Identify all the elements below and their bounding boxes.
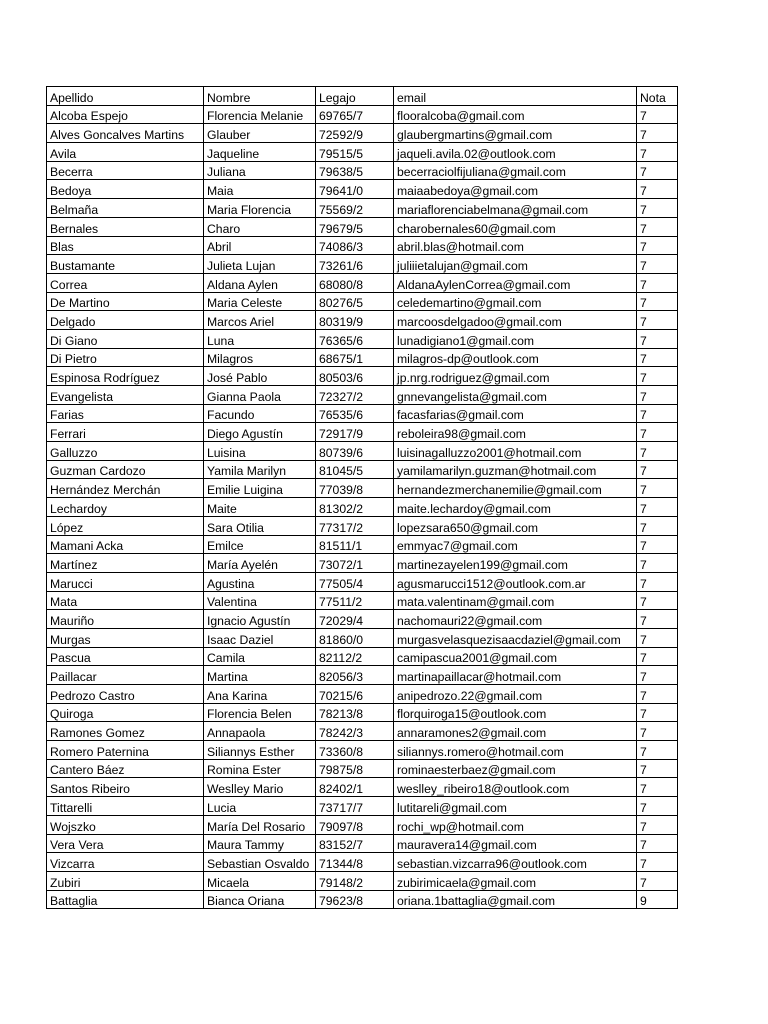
cell-legajo: 72327/2 (316, 386, 394, 405)
cell-nota: 7 (637, 348, 678, 367)
cell-nombre: Micaela (204, 871, 316, 890)
cell-nota: 7 (637, 628, 678, 647)
cell-legajo: 82402/1 (316, 778, 394, 797)
cell-legajo: 69765/7 (316, 105, 394, 124)
cell-apellido: Marucci (47, 572, 204, 591)
cell-legajo: 79148/2 (316, 871, 394, 890)
cell-legajo: 81302/2 (316, 498, 394, 517)
cell-legajo: 83152/7 (316, 834, 394, 853)
cell-legajo: 72592/9 (316, 124, 394, 143)
cell-email: weslley_ribeiro18@outlook.com (394, 778, 637, 797)
cell-apellido: Correa (47, 273, 204, 292)
table-row (47, 180, 678, 199)
cell-nombre: Annapaola (204, 722, 316, 741)
table-row (47, 143, 678, 162)
cell-legajo: 79623/8 (316, 890, 394, 909)
cell-apellido: Galluzzo (47, 442, 204, 461)
cell-email: martinapaillacar@hotmail.com (394, 666, 637, 685)
cell-legajo: 77317/2 (316, 516, 394, 535)
cell-apellido: Bedoya (47, 180, 204, 199)
table-row (47, 666, 678, 685)
cell-nota: 7 (637, 535, 678, 554)
cell-apellido: Avila (47, 143, 204, 162)
cell-legajo: 79097/8 (316, 815, 394, 834)
cell-nombre: Jaqueline (204, 143, 316, 162)
cell-apellido: Mamani Acka (47, 535, 204, 554)
header-nota: Nota (637, 87, 678, 106)
table-row (47, 815, 678, 834)
cell-nota: 7 (637, 498, 678, 517)
cell-apellido: Wojszko (47, 815, 204, 834)
cell-email: juliiietalujan@gmail.com (394, 255, 637, 274)
cell-legajo: 73717/7 (316, 797, 394, 816)
table-row (47, 292, 678, 311)
cell-nota: 7 (637, 255, 678, 274)
cell-legajo: 72917/9 (316, 423, 394, 442)
table-row (47, 498, 678, 517)
cell-apellido: Tittarelli (47, 797, 204, 816)
cell-nombre: Gianna Paola (204, 386, 316, 405)
cell-nombre: Maria Celeste (204, 292, 316, 311)
cell-nombre: Emilie Luigina (204, 479, 316, 498)
cell-email: celedemartino@gmail.com (394, 292, 637, 311)
table-row (47, 516, 678, 535)
cell-apellido: Santos Ribeiro (47, 778, 204, 797)
cell-apellido: Bustamante (47, 255, 204, 274)
cell-email: oriana.1battaglia@gmail.com (394, 890, 637, 909)
cell-nombre: Valentina (204, 591, 316, 610)
cell-nombre: Emilce (204, 535, 316, 554)
cell-legajo: 79638/5 (316, 161, 394, 180)
cell-legajo: 73261/6 (316, 255, 394, 274)
cell-apellido: Ferrari (47, 423, 204, 442)
cell-email: hernandezmerchanemilie@gmail.com (394, 479, 637, 498)
cell-nombre: Luisina (204, 442, 316, 461)
cell-legajo: 81860/0 (316, 628, 394, 647)
cell-email: mariaflorenciabelmana@gmail.com (394, 199, 637, 218)
header-row (47, 87, 678, 106)
table-row (47, 572, 678, 591)
cell-legajo: 78213/8 (316, 703, 394, 722)
cell-nombre: Isaac Daziel (204, 628, 316, 647)
cell-apellido: Ramones Gomez (47, 722, 204, 741)
cell-apellido: Cantero Báez (47, 759, 204, 778)
cell-legajo: 80503/6 (316, 367, 394, 386)
cell-legajo: 77511/2 (316, 591, 394, 610)
cell-apellido: Battaglia (47, 890, 204, 909)
header-legajo: Legajo (316, 87, 394, 106)
table-row (47, 404, 678, 423)
table-row (47, 161, 678, 180)
cell-apellido: Pedrozo Castro (47, 685, 204, 704)
cell-nota: 7 (637, 572, 678, 591)
cell-nombre: Florencia Melanie (204, 105, 316, 124)
table-row (47, 442, 678, 461)
table-row (47, 628, 678, 647)
table-row (47, 610, 678, 629)
cell-apellido: Vizcarra (47, 853, 204, 872)
cell-legajo: 77505/4 (316, 572, 394, 591)
cell-nota: 7 (637, 180, 678, 199)
cell-apellido: Romero Paternina (47, 741, 204, 760)
cell-apellido: Guzman Cardozo (47, 460, 204, 479)
cell-email: florquiroga15@outlook.com (394, 703, 637, 722)
cell-email: reboleira98@gmail.com (394, 423, 637, 442)
table-row (47, 591, 678, 610)
table-row (47, 871, 678, 890)
cell-legajo: 82056/3 (316, 666, 394, 685)
cell-email: glaubergmartins@gmail.com (394, 124, 637, 143)
cell-apellido: Belmaña (47, 199, 204, 218)
table-row (47, 685, 678, 704)
table-row (47, 853, 678, 872)
table-row (47, 759, 678, 778)
cell-email: marcoosdelgadoo@gmail.com (394, 311, 637, 330)
cell-email: jaqueli.avila.02@outlook.com (394, 143, 637, 162)
cell-nombre: Diego Agustín (204, 423, 316, 442)
cell-nombre: Marcos Ariel (204, 311, 316, 330)
table-row (47, 890, 678, 909)
cell-nombre: Ana Karina (204, 685, 316, 704)
cell-apellido: Zubiri (47, 871, 204, 890)
cell-legajo: 71344/8 (316, 853, 394, 872)
cell-apellido: Farias (47, 404, 204, 423)
cell-email: agusmarucci1512@outlook.com.ar (394, 572, 637, 591)
cell-nota: 7 (637, 404, 678, 423)
cell-nota: 7 (637, 778, 678, 797)
cell-nota: 7 (637, 124, 678, 143)
table-row (47, 423, 678, 442)
cell-nombre: Maura Tammy (204, 834, 316, 853)
cell-nota: 7 (637, 703, 678, 722)
table-body (47, 105, 678, 909)
cell-email: emmyac7@gmail.com (394, 535, 637, 554)
cell-apellido: Hernández Merchán (47, 479, 204, 498)
table-row (47, 703, 678, 722)
cell-nota: 7 (637, 367, 678, 386)
cell-email: maiaabedoya@gmail.com (394, 180, 637, 199)
cell-nombre: Facundo (204, 404, 316, 423)
cell-legajo: 68675/1 (316, 348, 394, 367)
cell-nombre: Juliana (204, 161, 316, 180)
table-row (47, 554, 678, 573)
table-row (47, 460, 678, 479)
cell-apellido: Murgas (47, 628, 204, 647)
header-apellido: Apellido (47, 87, 204, 106)
cell-email: mata.valentinam@gmail.com (394, 591, 637, 610)
cell-apellido: Evangelista (47, 386, 204, 405)
table-row (47, 722, 678, 741)
cell-legajo: 81045/5 (316, 460, 394, 479)
cell-apellido: Lechardoy (47, 498, 204, 517)
cell-email: murgasvelasquezisaacdaziel@gmail.com (394, 628, 637, 647)
cell-email: luisinagalluzzo2001@hotmail.com (394, 442, 637, 461)
cell-nota: 7 (637, 273, 678, 292)
cell-apellido: De Martino (47, 292, 204, 311)
cell-nota: 7 (637, 199, 678, 218)
cell-nota: 7 (637, 685, 678, 704)
cell-legajo: 79641/0 (316, 180, 394, 199)
cell-email: martinezayelen199@gmail.com (394, 554, 637, 573)
cell-nota: 7 (637, 423, 678, 442)
header-nombre: Nombre (204, 87, 316, 106)
cell-apellido: Quiroga (47, 703, 204, 722)
cell-nota: 7 (637, 610, 678, 629)
cell-email: lunadigiano1@gmail.com (394, 329, 637, 348)
cell-nota: 7 (637, 759, 678, 778)
cell-legajo: 79875/8 (316, 759, 394, 778)
table-row (47, 273, 678, 292)
cell-nombre: Abril (204, 236, 316, 255)
table-row (47, 348, 678, 367)
cell-legajo: 72029/4 (316, 610, 394, 629)
cell-legajo: 73072/1 (316, 554, 394, 573)
cell-nombre: Glauber (204, 124, 316, 143)
table-row (47, 535, 678, 554)
cell-nombre: Bianca Oriana (204, 890, 316, 909)
table-row (47, 741, 678, 760)
cell-nota: 7 (637, 460, 678, 479)
cell-nota: 9 (637, 890, 678, 909)
cell-nota: 7 (637, 386, 678, 405)
cell-nombre: Maite (204, 498, 316, 517)
cell-nombre: María Ayelén (204, 554, 316, 573)
cell-nota: 7 (637, 741, 678, 760)
cell-email: yamilamarilyn.guzman@hotmail.com (394, 460, 637, 479)
cell-apellido: Paillacar (47, 666, 204, 685)
cell-nombre: Camila (204, 647, 316, 666)
cell-legajo: 68080/8 (316, 273, 394, 292)
table-row (47, 217, 678, 236)
cell-email: siliannys.romero@hotmail.com (394, 741, 637, 760)
cell-nombre: Julieta Lujan (204, 255, 316, 274)
cell-email: camipascua2001@gmail.com (394, 647, 637, 666)
cell-nota: 7 (637, 479, 678, 498)
table-row (47, 236, 678, 255)
table-row (47, 797, 678, 816)
cell-apellido: Bernales (47, 217, 204, 236)
cell-nota: 7 (637, 217, 678, 236)
cell-nota: 7 (637, 834, 678, 853)
cell-legajo: 77039/8 (316, 479, 394, 498)
cell-nombre: Sara Otilia (204, 516, 316, 535)
table-row (47, 778, 678, 797)
header-email: email (394, 87, 637, 106)
cell-apellido: Espinosa Rodríguez (47, 367, 204, 386)
table-row (47, 367, 678, 386)
student-grades-sheet (46, 86, 678, 909)
cell-email: maite.lechardoy@gmail.com (394, 498, 637, 517)
table-row (47, 199, 678, 218)
cell-nombre: Romina Ester (204, 759, 316, 778)
cell-legajo: 78242/3 (316, 722, 394, 741)
cell-nota: 7 (637, 442, 678, 461)
cell-nota: 7 (637, 853, 678, 872)
cell-apellido: Di Giano (47, 329, 204, 348)
cell-apellido: Becerra (47, 161, 204, 180)
cell-nombre: Weslley Mario (204, 778, 316, 797)
cell-apellido: Alves Goncalves Martins (47, 124, 204, 143)
cell-legajo: 80276/5 (316, 292, 394, 311)
cell-email: lutitareli@gmail.com (394, 797, 637, 816)
cell-nombre: Sebastian Osvaldo (204, 853, 316, 872)
cell-legajo: 74086/3 (316, 236, 394, 255)
cell-nombre: Charo (204, 217, 316, 236)
cell-legajo: 79679/5 (316, 217, 394, 236)
cell-nombre: Maia (204, 180, 316, 199)
cell-legajo: 76365/6 (316, 329, 394, 348)
cell-legajo: 75569/2 (316, 199, 394, 218)
cell-nombre: Ignacio Agustín (204, 610, 316, 629)
cell-nota: 7 (637, 591, 678, 610)
cell-nota: 7 (637, 647, 678, 666)
cell-nombre: Yamila Marilyn (204, 460, 316, 479)
cell-legajo: 81511/1 (316, 535, 394, 554)
cell-nombre: Siliannys Esther (204, 741, 316, 760)
cell-nota: 7 (637, 554, 678, 573)
table-row (47, 386, 678, 405)
cell-email: flooralcoba@gmail.com (394, 105, 637, 124)
cell-email: mauravera14@gmail.com (394, 834, 637, 853)
cell-apellido: Alcoba Espejo (47, 105, 204, 124)
cell-email: abril.blas@hotmail.com (394, 236, 637, 255)
cell-nota: 7 (637, 516, 678, 535)
cell-nota: 7 (637, 143, 678, 162)
grades-table (46, 86, 678, 909)
cell-email: AldanaAylenCorrea@gmail.com (394, 273, 637, 292)
cell-nombre: Maria Florencia (204, 199, 316, 218)
cell-apellido: Martínez (47, 554, 204, 573)
cell-nombre: Luna (204, 329, 316, 348)
cell-nota: 7 (637, 311, 678, 330)
cell-email: anipedrozo.22@gmail.com (394, 685, 637, 704)
cell-email: milagros-dp@outlook.com (394, 348, 637, 367)
cell-nombre: Florencia Belen (204, 703, 316, 722)
cell-nombre: Martina (204, 666, 316, 685)
table-row (47, 479, 678, 498)
cell-nombre: Aldana Aylen (204, 273, 316, 292)
cell-apellido: Pascua (47, 647, 204, 666)
cell-legajo: 73360/8 (316, 741, 394, 760)
cell-email: becerraciolfijuliana@gmail.com (394, 161, 637, 180)
cell-email: charobernales60@gmail.com (394, 217, 637, 236)
cell-nota: 7 (637, 105, 678, 124)
cell-nota: 7 (637, 161, 678, 180)
table-row (47, 311, 678, 330)
cell-legajo: 76535/6 (316, 404, 394, 423)
cell-nombre: José Pablo (204, 367, 316, 386)
cell-legajo: 70215/6 (316, 685, 394, 704)
cell-legajo: 80739/6 (316, 442, 394, 461)
cell-nota: 7 (637, 666, 678, 685)
cell-apellido: Vera Vera (47, 834, 204, 853)
table-row (47, 105, 678, 124)
cell-email: zubirimicaela@gmail.com (394, 871, 637, 890)
table-row (47, 834, 678, 853)
cell-nombre: Lucia (204, 797, 316, 816)
cell-email: sebastian.vizcarra96@outlook.com (394, 853, 637, 872)
cell-nombre: Agustina (204, 572, 316, 591)
cell-email: gnnevangelista@gmail.com (394, 386, 637, 405)
cell-nota: 7 (637, 797, 678, 816)
cell-apellido: Di Pietro (47, 348, 204, 367)
cell-legajo: 82112/2 (316, 647, 394, 666)
cell-nota: 7 (637, 871, 678, 890)
cell-email: lopezsara650@gmail.com (394, 516, 637, 535)
cell-email: rochi_wp@hotmail.com (394, 815, 637, 834)
cell-legajo: 80319/9 (316, 311, 394, 330)
table-row (47, 255, 678, 274)
cell-email: jp.nrg.rodriguez@gmail.com (394, 367, 637, 386)
table-row (47, 124, 678, 143)
cell-nota: 7 (637, 722, 678, 741)
cell-apellido: Blas (47, 236, 204, 255)
table-row (47, 647, 678, 666)
table-row (47, 329, 678, 348)
cell-email: facasfarias@gmail.com (394, 404, 637, 423)
cell-nota: 7 (637, 236, 678, 255)
cell-apellido: Mauriño (47, 610, 204, 629)
cell-email: nachomauri22@gmail.com (394, 610, 637, 629)
cell-legajo: 79515/5 (316, 143, 394, 162)
cell-nota: 7 (637, 815, 678, 834)
cell-apellido: López (47, 516, 204, 535)
cell-nombre: Milagros (204, 348, 316, 367)
cell-apellido: Delgado (47, 311, 204, 330)
cell-nota: 7 (637, 292, 678, 311)
cell-email: annaramones2@gmail.com (394, 722, 637, 741)
cell-nota: 7 (637, 329, 678, 348)
cell-apellido: Mata (47, 591, 204, 610)
cell-email: rominaesterbaez@gmail.com (394, 759, 637, 778)
cell-nombre: María Del Rosario (204, 815, 316, 834)
